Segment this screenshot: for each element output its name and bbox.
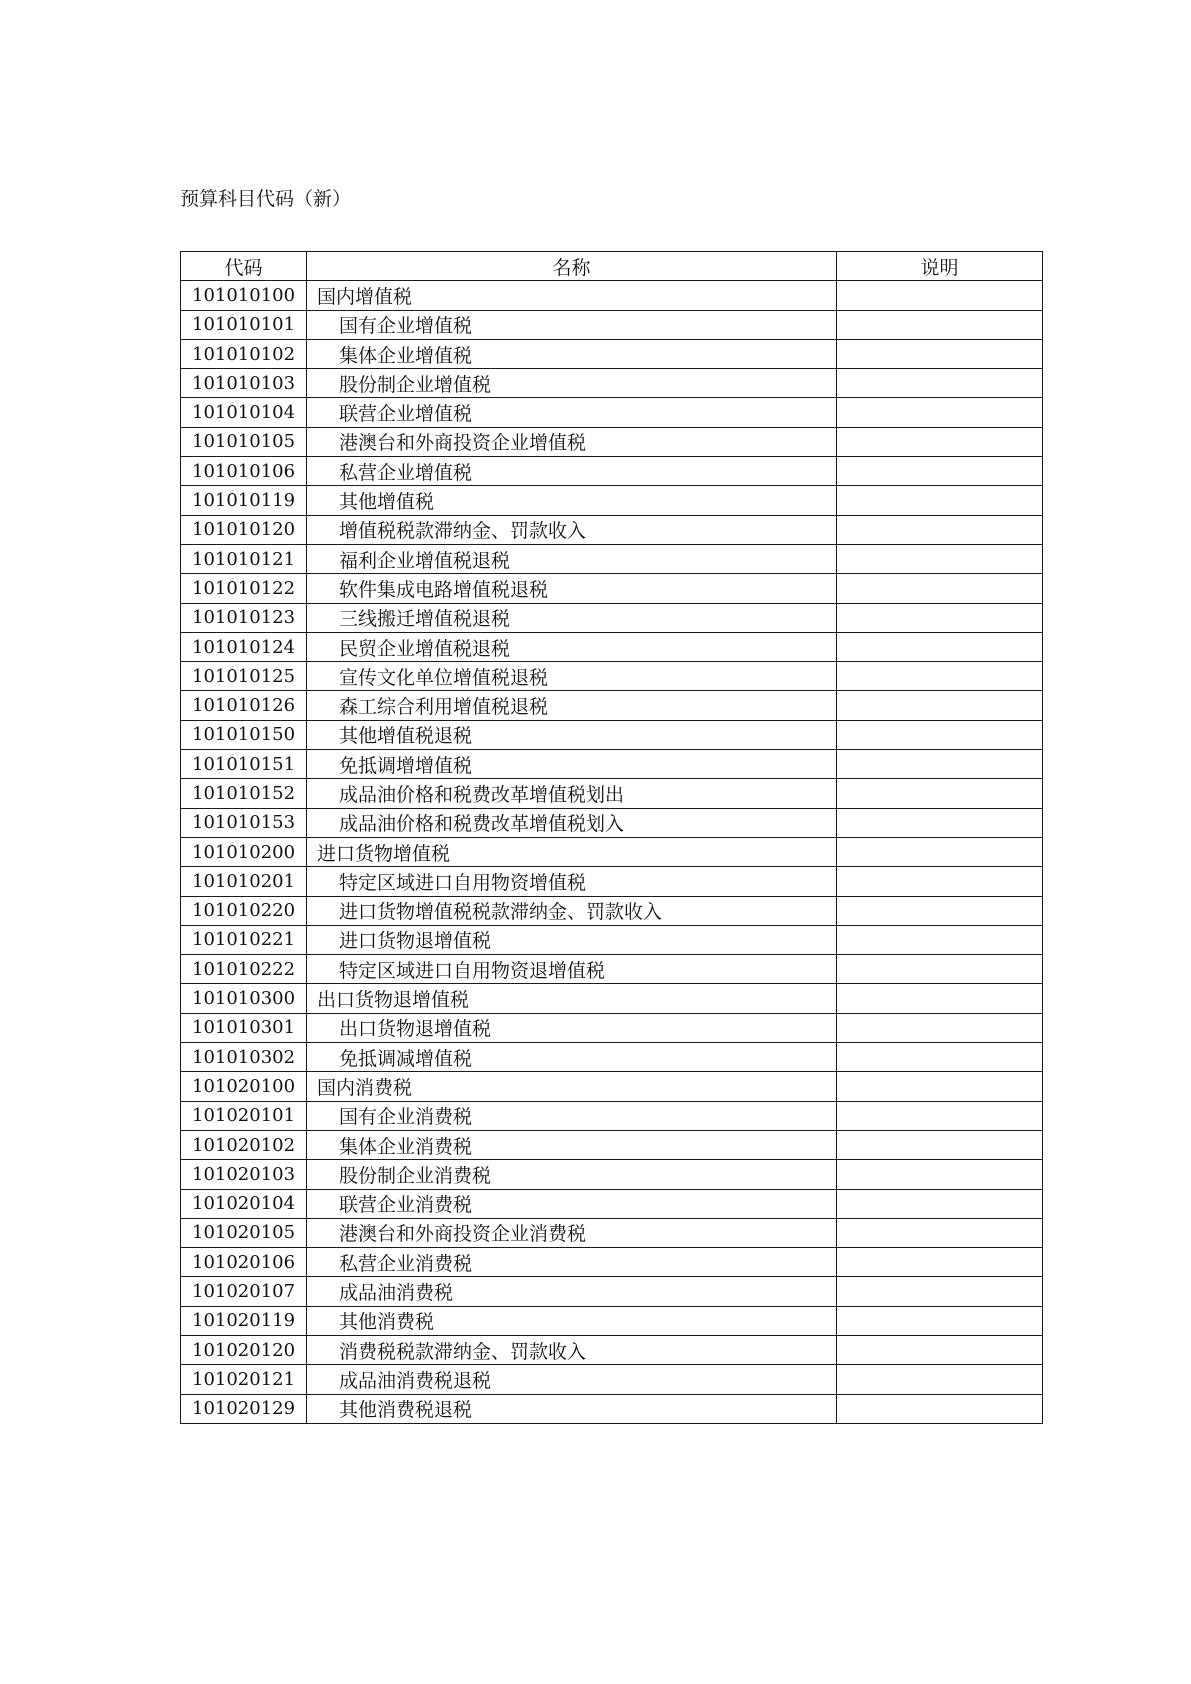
row-name: 成品油消费税退税 [307,1365,837,1394]
row-note [837,603,1043,632]
table-row [181,1013,1043,1042]
row-name: 其他增值税 [307,486,837,515]
header-name: 名称 [307,252,837,281]
row-code: 101020103 [181,1160,307,1189]
row-name: 联营企业消费税 [307,1189,837,1218]
row-note [837,1218,1043,1247]
row-code: 101020119 [181,1306,307,1335]
table-row [181,369,1043,398]
row-note [837,369,1043,398]
row-code: 101010123 [181,603,307,632]
row-note [837,515,1043,544]
row-name: 进口货物增值税税款滞纳金、罚款收入 [307,896,837,925]
table-row [181,515,1043,544]
table-row [181,339,1043,368]
table-row [181,427,1043,456]
row-code: 101010300 [181,984,307,1013]
row-note [837,544,1043,573]
row-code: 101010201 [181,867,307,896]
row-code: 101010222 [181,955,307,984]
row-note [837,427,1043,456]
row-note [837,1277,1043,1306]
row-code: 101010119 [181,486,307,515]
row-name: 免抵调减增值税 [307,1043,837,1072]
table-row [181,1365,1043,1394]
table-row [181,544,1043,573]
row-name: 出口货物退增值税 [307,1013,837,1042]
row-name: 增值税税款滞纳金、罚款收入 [307,515,837,544]
row-note [837,750,1043,779]
row-name: 消费税税款滞纳金、罚款收入 [307,1335,837,1364]
row-name: 其他消费税 [307,1306,837,1335]
table-row [181,1130,1043,1159]
table-row [181,1101,1043,1130]
row-name: 联营企业增值税 [307,398,837,427]
row-name: 私营企业增值税 [307,457,837,486]
row-note [837,1335,1043,1364]
row-name: 特定区域进口自用物资退增值税 [307,955,837,984]
row-note [837,339,1043,368]
row-note [837,662,1043,691]
table-row [181,808,1043,837]
row-note [837,1189,1043,1218]
row-note [837,779,1043,808]
page-title: 预算科目代码（新） [180,188,352,210]
table-row [181,984,1043,1013]
table-row [181,1160,1043,1189]
row-note [837,837,1043,866]
row-note [837,1013,1043,1042]
row-note [837,457,1043,486]
table-row [181,837,1043,866]
row-name: 宣传文化单位增值税退税 [307,662,837,691]
table-row [181,750,1043,779]
row-note [837,867,1043,896]
row-note [837,1248,1043,1277]
table-row [181,1394,1043,1423]
row-name: 国有企业消费税 [307,1101,837,1130]
row-code: 101010120 [181,515,307,544]
table-row [181,662,1043,691]
row-name: 国内消费税 [307,1072,837,1101]
row-name: 软件集成电路增值税退税 [307,574,837,603]
row-note [837,281,1043,310]
row-code: 101010122 [181,574,307,603]
row-name: 私营企业消费税 [307,1248,837,1277]
row-code: 101020106 [181,1248,307,1277]
row-note [837,574,1043,603]
row-note [837,398,1043,427]
table-row [181,955,1043,984]
row-code: 101010103 [181,369,307,398]
header-code: 代码 [181,252,307,281]
row-note [837,632,1043,661]
row-note [837,1101,1043,1130]
table-row [181,1335,1043,1364]
row-note [837,984,1043,1013]
row-note [837,1043,1043,1072]
row-code: 101020129 [181,1394,307,1423]
table-row [181,310,1043,339]
row-code: 101010121 [181,544,307,573]
table-row [181,632,1043,661]
table-row [181,457,1043,486]
table-row [181,486,1043,515]
row-code: 101010106 [181,457,307,486]
row-note [837,1306,1043,1335]
row-code: 101010104 [181,398,307,427]
row-name: 其他消费税退税 [307,1394,837,1423]
row-code: 101020102 [181,1130,307,1159]
row-name: 出口货物退增值税 [307,984,837,1013]
row-note [837,955,1043,984]
row-code: 101020105 [181,1218,307,1247]
row-code: 101010220 [181,896,307,925]
row-name: 股份制企业消费税 [307,1160,837,1189]
row-name: 国内增值税 [307,281,837,310]
row-note [837,310,1043,339]
table-row [181,1248,1043,1277]
row-name: 福利企业增值税退税 [307,544,837,573]
row-code: 101010150 [181,720,307,749]
row-name: 港澳台和外商投资企业增值税 [307,427,837,456]
row-name: 免抵调增增值税 [307,750,837,779]
row-note [837,720,1043,749]
row-name: 成品油价格和税费改革增值税划出 [307,779,837,808]
row-name: 三线搬迁增值税退税 [307,603,837,632]
row-note [837,925,1043,954]
row-code: 101010100 [181,281,307,310]
row-name: 成品油消费税 [307,1277,837,1306]
row-code: 101010125 [181,662,307,691]
row-note [837,1365,1043,1394]
row-name: 森工综合利用增值税退税 [307,691,837,720]
table-row [181,1189,1043,1218]
table-header-row [181,252,1043,281]
row-note [837,691,1043,720]
row-code: 101010151 [181,750,307,779]
row-name: 集体企业消费税 [307,1130,837,1159]
row-code: 101020120 [181,1335,307,1364]
table-row [181,1218,1043,1247]
table-row [181,1306,1043,1335]
row-note [837,1130,1043,1159]
budget-code-table [180,251,1043,1424]
row-code: 101010152 [181,779,307,808]
table-row [181,281,1043,310]
row-note [837,896,1043,925]
row-code: 101020107 [181,1277,307,1306]
row-code: 101010302 [181,1043,307,1072]
table-row [181,1072,1043,1101]
table-row [181,603,1043,632]
table-body [181,281,1043,1424]
row-code: 101010105 [181,427,307,456]
row-code: 101010153 [181,808,307,837]
table-row [181,896,1043,925]
row-code: 101010301 [181,1013,307,1042]
row-name: 成品油价格和税费改革增值税划入 [307,808,837,837]
table-row [181,867,1043,896]
row-name: 民贸企业增值税退税 [307,632,837,661]
row-name: 国有企业增值税 [307,310,837,339]
row-code: 101020121 [181,1365,307,1394]
row-code: 101010124 [181,632,307,661]
row-name: 集体企业增值税 [307,339,837,368]
row-code: 101010101 [181,310,307,339]
row-name: 股份制企业增值税 [307,369,837,398]
table-row [181,779,1043,808]
table-row [181,398,1043,427]
row-note [837,486,1043,515]
row-note [837,1072,1043,1101]
row-note [837,1160,1043,1189]
row-code: 101010102 [181,339,307,368]
row-code: 101010221 [181,925,307,954]
table-row [181,574,1043,603]
row-code: 101010126 [181,691,307,720]
row-code: 101020104 [181,1189,307,1218]
row-name: 特定区域进口自用物资增值税 [307,867,837,896]
table-row [181,925,1043,954]
table-row [181,691,1043,720]
row-name: 进口货物增值税 [307,837,837,866]
row-name: 进口货物退增值税 [307,925,837,954]
row-note [837,808,1043,837]
row-name: 港澳台和外商投资企业消费税 [307,1218,837,1247]
row-code: 101020100 [181,1072,307,1101]
table-row [181,1043,1043,1072]
row-name: 其他增值税退税 [307,720,837,749]
row-code: 101020101 [181,1101,307,1130]
row-code: 101010200 [181,837,307,866]
row-note [837,1394,1043,1423]
table-row [181,1277,1043,1306]
table-row [181,720,1043,749]
header-note: 说明 [837,252,1043,281]
